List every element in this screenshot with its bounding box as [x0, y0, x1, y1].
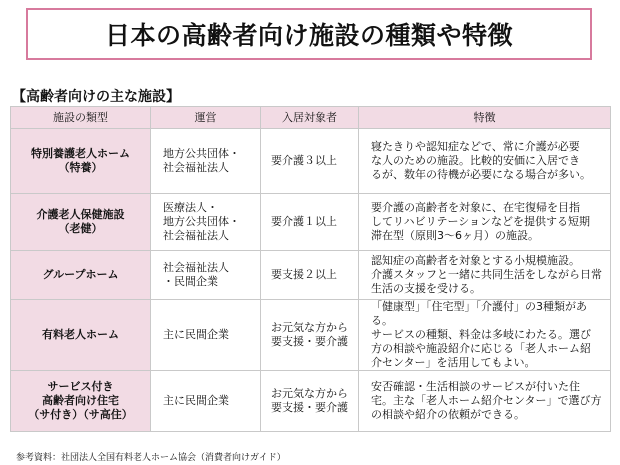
header-type: 施設の類型	[11, 107, 151, 129]
operator: 地方公共団体・ 社会福祉法人	[163, 147, 240, 174]
table-row	[11, 129, 611, 194]
features: 「健康型」「住宅型」「介護付」の3種類がある。 サービスの種類、料金は多岐にわたる。選び 方の相談や施設紹介に応じる「老人ホーム紹 介センター」を活用してもよい。	[371, 300, 591, 369]
target-cell	[261, 129, 359, 194]
features-cell	[359, 371, 611, 432]
features-cell	[359, 251, 611, 300]
facility-type: 特別養護老人ホーム （特養）	[31, 147, 130, 174]
facility-table	[10, 106, 611, 432]
operator-cell	[151, 129, 261, 194]
facility-type: サービス付き 高齢者向け住宅 （サ付き）（サ高住）	[28, 380, 133, 421]
facility-type-cell	[11, 371, 151, 432]
features: 認知症の高齢者を対象とする小規模施設。 介護スタッフと一緒に共同生活をしながら日常 生活の支援を受ける。	[371, 254, 602, 295]
facility-type-cell	[11, 300, 151, 371]
operator: 主に民間企業	[163, 394, 229, 407]
features-cell	[359, 129, 611, 194]
features-cell	[359, 300, 611, 371]
table-row	[11, 251, 611, 300]
target-cell	[261, 251, 359, 300]
table-row	[11, 300, 611, 371]
operator: 医療法人・ 地方公共団体・ 社会福祉法人	[163, 201, 240, 242]
header-operator: 運営	[151, 107, 261, 129]
operator-cell	[151, 194, 261, 251]
operator-cell	[151, 371, 261, 432]
header-target: 入居対象者	[261, 107, 359, 129]
target-cell	[261, 194, 359, 251]
facility-type: グループホーム	[42, 268, 119, 281]
target: 要支援２以上	[271, 268, 337, 281]
features: 要介護の高齢者を対象に、在宅復帰を目指 してリハビリテーションなどを提供する短期 滞在型（原則3〜6ヶ月）の施設。	[371, 201, 591, 242]
section-label: 【高齢者向けの主な施設】	[12, 89, 180, 105]
header-features: 特徴	[359, 107, 611, 129]
features: 安否確認・生活相談のサービスが付いた住 宅。主な「老人ホーム紹介センター」で選び方 の相談や紹介の依頼ができる。	[371, 380, 602, 421]
operator: 主に民間企業	[163, 328, 229, 341]
facility-type-cell	[11, 129, 151, 194]
table-row	[11, 194, 611, 251]
operator: 社会福祉法人 ・民間企業	[163, 261, 229, 288]
target: お元気な方から 要支援・要介護	[271, 321, 348, 348]
target: 要介護３以上	[271, 154, 337, 167]
features-cell	[359, 194, 611, 251]
page-title: 日本の高齢者向け施設の種類や特徴	[104, 21, 513, 50]
features: 寝たきりや認知症などで、常に介護が必要 な人のための施設。比較的安価に入居でき るが、数年の待機が必要になる場合が多い。	[371, 140, 591, 181]
target-cell	[261, 300, 359, 371]
facility-type-cell	[11, 251, 151, 300]
page-title-box	[26, 8, 592, 60]
footnote: 参考資料：社団法人全国有料老人ホーム協会（消費者向けガイド）	[16, 453, 286, 463]
target: 要介護１以上	[271, 215, 337, 228]
target: お元気な方から 要支援・要介護	[271, 387, 348, 414]
facility-type: 有料老人ホーム	[42, 328, 119, 341]
operator-cell	[151, 251, 261, 300]
operator-cell	[151, 300, 261, 371]
facility-type: 介護老人保健施設 （老健）	[36, 208, 125, 235]
target-cell	[261, 371, 359, 432]
table-header-row	[11, 107, 611, 129]
facility-type-cell	[11, 194, 151, 251]
table-row	[11, 371, 611, 432]
